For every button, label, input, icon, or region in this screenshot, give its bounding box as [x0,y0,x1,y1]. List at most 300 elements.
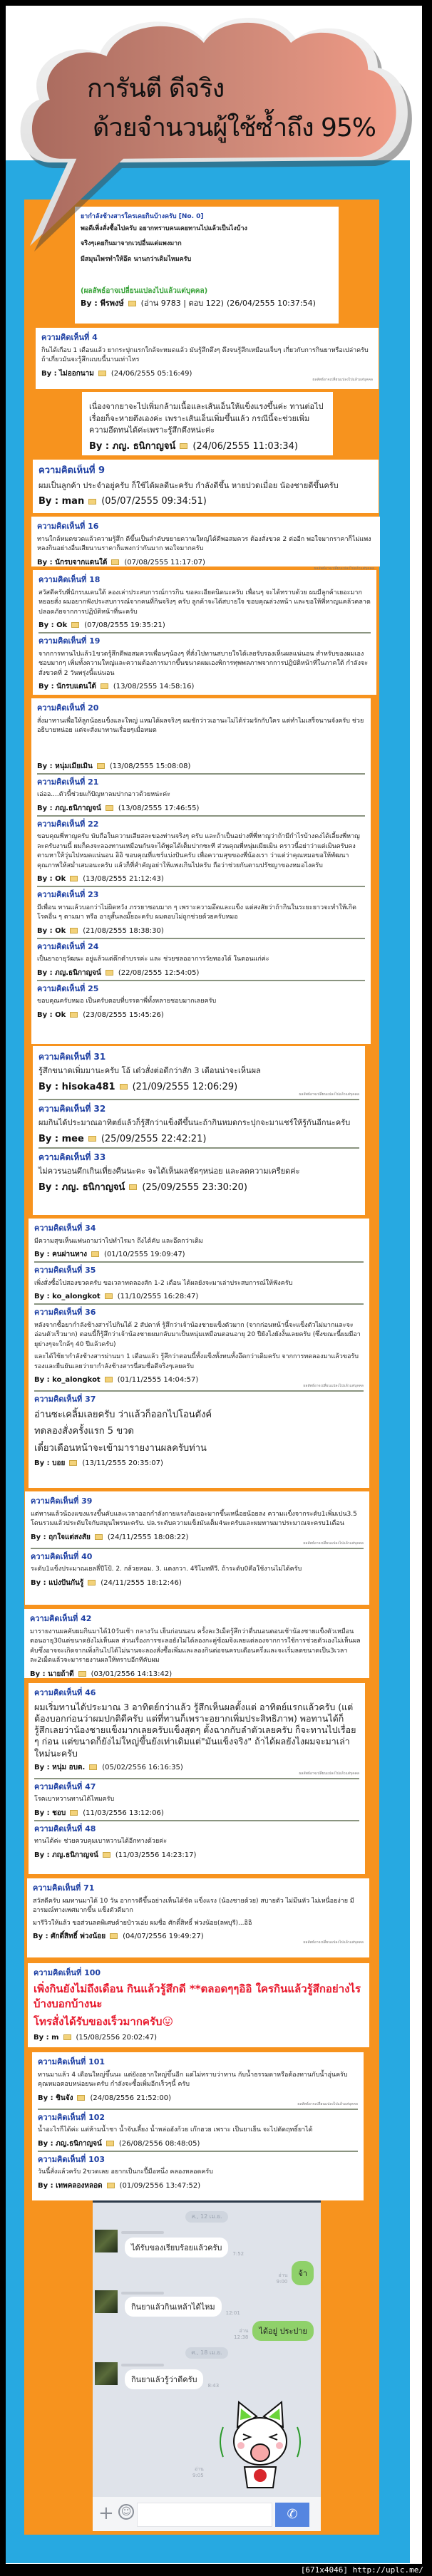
comment-date: (13/08/2555 15:08:08) [109,762,191,770]
comment-text: สั่งมาทานเพื่อให้ลูกน้อยแข็งและใหญ่ แหมได้ผลจริงๆ ผมชักว่าวเอานะไม่ได้ร่วมรักกับใคร แต่ทำไมเสร็จนานจังครับ ช่วยอธิบายหน่อย แต่จะสั่งมาทานเรื่อยๆเมื่อหมด [37,717,364,734]
comment-author: ไม่ออกนาม [59,369,94,378]
comment-number: ความคิดเห็นที่ 31 [38,1052,106,1062]
chat-input-bar [93,2497,321,2531]
comment-number: ความคิดเห็นที่ 103 [38,2154,106,2164]
comment-byline: By : ภญ.ธนิกาญจน์ (22/08/2555 12:54:05) [37,968,200,977]
comment-byline: By : hisoka481 (21/09/2555 12:06:29) [38,1081,238,1092]
comment-text: และได้ใช้ยากำลังช้างสารผ่านมา 1 เดือนแล้ว รู้สึกว่าตอนนี้ทั้งแข็งทั้งทนทั้งอึดกว่าเดิมครับ จากการทดลองมาแล้วขอรับรองและยืนยันเลยว่ายากำลังช้างสารนี่สมชื่อดีจริงๆเลยครับ [34,1353,359,1370]
comment-byline: By : ศักดิ์สิทธิ์ พ่วงน้อย (04/07/2556 19:49:27) [33,1933,204,1940]
comment-author: หนุ่มเมียเมิน [55,762,93,770]
avatar [95,2230,118,2252]
mail-icon[interactable] [88,1136,96,1142]
comment-date: (11/03/2556 14:23:17) [115,1851,197,1859]
comment-number: ความคิดเห็นที่ 33 [38,1152,106,1162]
comment-number: ความคิดเห็นที่ 9 [38,465,106,476]
post-title[interactable]: ยากำลังช้างสารใครเคยกินบ้างครับ [No. 0] [81,213,204,220]
comment [34,1390,364,1469]
comment-number: ความคิดเห็นที่ 42 [30,1614,92,1623]
comment-text: มีเพื่อน ทานแล้วบอกว่าไม่ผิดหวัง ภรรยาชอบมาก ๆ เพราะความอึดและแข็ง แต่สงสัยว่าถ้ากินในระยะยาวจะทำให้เกิดโรคอื่น ๆ ตามมา หรือ อายุสั้นลงมั๊ยอะครับ ผมตอบไม่ถูกช่วยด้วยครับหมอ [37,904,356,921]
comment-number: ความคิดเห็นที่ 25 [37,983,99,993]
chat-screenshot [93,2200,321,2531]
comment [31,1548,364,1588]
comment-date: (24/11/2555 18:08:22) [107,1533,189,1541]
comment [38,462,373,509]
mail-icon[interactable] [88,1580,96,1586]
message-time: 9:00 [276,2279,288,2285]
comment-group [33,460,379,513]
comment-byline: By : หนุ่ม อบต. (05/02/2556 16:16:35) [34,1763,183,1771]
banner-line-2: ด้วยจำนวนผู้ใช้ซ้ำถึง 95% [93,113,376,143]
comment-body [34,1321,364,1372]
comment-date: (05/07/2555 09:34:51) [101,496,207,507]
comment-author: Ok [55,1010,66,1019]
comment-text: เพิ่งสั่งซื้อไปสองขวดครับ ขอเวลาทดลองสัก 1-2 เดือน ได้ผลยังจะมาเล่าประสบการณ์ให้ฟังครับ [34,1279,293,1287]
sticker-meta [192,2466,204,2479]
comment-body [38,2126,358,2136]
comment-number: ความคิดเห็นที่ 47 [34,1781,96,1791]
comment-date: (04/07/2556 19:49:27) [123,1933,204,1940]
comment-body [37,997,365,1007]
avatar [95,2290,118,2313]
comment-number: ความคิดเห็นที่ 40 [31,1551,93,1561]
read-label: อ่าน [194,2466,204,2472]
mail-icon[interactable] [111,559,119,565]
comment [34,1965,364,2043]
banner-line-1: การันตี ดีจริง [87,74,225,103]
mail-icon[interactable] [91,1251,99,1257]
comment-byline: By : นักรบแดนใต้ (13/08/2555 14:58:16) [38,683,195,690]
comment-author: ko_alongkot [52,1293,101,1300]
comment [37,980,365,1020]
post-line: จริงๆเคยกินมาจากเวปอื่นแต่แพงมาก [81,240,182,247]
comment-text: เดี๋ยวเดือนหน้าจะเข้ามารายงานผลครับท่าน [34,1442,207,1454]
comment-text: โรคเบาหวานทานได้ไหมครับ [34,1796,115,1804]
sender-name-blurred [121,2364,164,2366]
comment-text: ขอบคุณครับหมอ เป็นครับตอบที่บรรดาพี่ทั้งหลายชอบมากเลยครับ [37,998,217,1005]
call-button[interactable]: ✆ [275,2503,309,2527]
comment-number: ความคิดเห็นที่ 32 [38,1104,106,1114]
comment-date: (13/08/2555 21:12:43) [83,875,164,883]
comment-body [34,1408,364,1456]
comment-number: ความคิดเห็นที่ 18 [38,575,101,584]
mail-icon[interactable] [105,1293,113,1299]
comment-body [37,832,365,871]
comment-text: ขอบคุณพี่หาญครับ นับถือในความเสียสละของท่านจริงๆ ครับ และถ้าเป็นอย่างที่พี่หาญว่าถ้ามีกำไรบ้างคงได้เลี้ยงพี่หาญละครับงานนี้ ผมก็คงจะลองทานเหมือนกันจะได้พูดได้เต็มปากซะที ส่วนคุณพี่หนุ่มเมียเมิน คราวนี้อย่าว่าแต่เมินครับคงตามหาให้วุ่นไปหมดแน่นอน อิอิ ขอบคุณที่แชร์แบ่งปันครับ เพื่อความสุขของพี่น้องเรา ว่าแต่ว่าคุณหมอขอให้พัฒนาคุณภาพให้สม่ำเสมอนะครับ แล้วก็ที่สำคัญอย่าให้แพงเกินไปครับ ถือว่าช่วยกันตามปรัชญาของหมอไงครับ [37,833,360,869]
comment-body [37,535,374,554]
incoming-message: กินยาแล้วรู้ว่าดีครับ [125,2369,203,2389]
comment-number: ความคิดเห็นที่ 36 [34,1308,96,1317]
outgoing-message: จ้า [292,2261,314,2285]
comment-body [37,717,365,760]
mail-icon[interactable] [110,1933,118,1939]
comment-body [34,1279,364,1289]
comment-body [38,480,373,492]
comment-body [34,1982,364,2029]
comment [30,1611,364,1680]
comment-body [34,1795,359,1805]
comment [37,700,365,772]
comment-number: ความคิดเห็นที่ 21 [37,777,99,787]
read-label: อ่าน [278,2272,288,2278]
comment-author: ภญ.ธนิกาญจน์ [52,1851,98,1859]
comment-byline: By : ภญ.ธนิกาญจน์ (13/08/2555 17:46:55) [37,804,200,812]
mail-icon[interactable] [78,1671,86,1677]
sender-name-blurred [121,2292,164,2295]
comment-date: (01/11/2555 14:04:57) [117,1376,199,1384]
mail-icon[interactable] [120,1084,128,1090]
comment-group [33,570,376,695]
mail-icon[interactable] [98,371,106,376]
mail-icon[interactable] [101,683,108,689]
comment-date: (21/09/2555 12:06:29) [132,1081,238,1092]
read-label: อ่าน [239,2328,249,2334]
avatar [95,2362,118,2385]
comment-date: (01/09/2556 13:47:52) [119,2181,201,2190]
comment-number: ความคิดเห็นที่ 16 [37,522,99,531]
comment-text: สวัสดีครับพี่นักรบแดนใต้ ลองเล่าประสบการณ์การกิน ขอละเอียดนิดนะครับ เพื่อนๆ จะได้ทราบด้วย ผมมีลูกค้าเยอะมาก หยอยสั่ง ผมอยากฟังประสบการณ์จากคนที่กินจริงๆ ครับ ลูกค้าจะได้สบายใจ ขอบคุณล่วงหน้า และขอให้พี่หาญแคล้วคลาดปลอดภัยจากการปฏิบัติหน้าที่นะครับ [38,589,371,616]
comment-body [89,401,326,437]
result-disclaimer: ผลลัพธ์อาจเปลี่ยนแปลงไปแล้วแต่บุคคล [299,1092,359,1097]
comment-group [31,698,371,1044]
comment-group [24,1609,369,1678]
comment-number: ความคิดเห็นที่ 101 [38,2057,106,2067]
mail-icon[interactable] [106,805,113,811]
comment-date: (24/06/2555 05:16:49) [110,369,192,378]
outgoing-row [277,2261,314,2285]
comment-text: แต่ทานแล้วน้องแขงแรงขึ้นคับและเวลาออกกำลังกายแรงก้อเยอะมากขึ้นเหนื่อยน้อยลง ความแข็งจากระดับ1เพิ่มเปน3.5 โดนรวมแล้วประดับใจกับสมุนไพรนะครับ. ปล.ระดับความแข็งมันเต็ม4นะครับและผมทานมาประมาณจะครบ1เดือน [31,1510,357,1527]
comment-group [29,1219,369,1488]
comment [34,1303,364,1389]
comment-text: หลังจากซื้อยากำลังช้างสารไปกินได้ 2 สัปดาห์ รู้สึกว่าเจ้าน้องชายแข็งตัวมาก (จากก่อนหน้านี้จะแข็งตัวไม่มากและจะอ่อนตัวเร็วมาก) ตอนนี้ก็รู้สึกว่าเจ้าน้องชายผมกลับมาเป็นหนุ่มเหมือนตอนอายุ 20 ปียังไงยังงั้นเลยครับ (ซึ่งขณะนี้ผมมีอายุย่างๆจะใกล้ๆ 40 ปีแล้วครับ) [34,1321,361,1348]
comment-number: ความคิดเห็นที่ 71 [33,1883,95,1893]
comment [34,1261,364,1302]
comment-group [25,1491,369,1605]
mail-icon[interactable] [95,1534,103,1540]
comment-author: ภญ.ธนิกาญจน์ [55,804,101,812]
comment-body [34,1702,359,1759]
comment-body [38,1166,359,1178]
comment-text: ผมเริ่มทานได้ประมาณ 3 อาทิตย์กว่าแล้ว รู้สึกเห็นผลตั้งแต่ อาทิตย์แรกแล้วครับ (แต่ต้องบอกก่อนว่าผมปกติดีครับ แต่ที่ทานก็เพราะอยากเพิ่มประสิทธิภาพ) พอทานได้ก็รู้สึกเลยว่าน้องชายแข็งมากเลยครับแข็งสุดๆ ตั้งฉากกับลำตัวเลยครับ ก็จะทานไปเรื่อย ๆ ก่อน แต่ขนาดก็ยังไม่ใหญ่ขึ้นยังเท่าเดิมแต่"มันแข็งจริง" ถ้าได้ผลยังไงผมจะมาเล่าใหม่นะครับ [34,1701,356,1759]
comment-byline: By : นายถ้าดี (03/01/2556 14:13:42) [30,1670,173,1678]
message-time: 12:38 [234,2334,249,2340]
comment [41,330,373,383]
comment-author: man [61,496,85,507]
comment-text: ผมกินได้ประมาณอาทิตย์แล้วก็รู้สึกว่าแข็งดีขึ้นนะถ้ากินหมดกระปุกจะมาแชร์ให้รู้กันอีกนะครับ [38,1118,351,1127]
result-disclaimer: ผลลัพธ์อาจเปลี่ยนแปลงไปแล้วแต่บุคคล [303,1384,364,1388]
message-time: 7:52 [232,2251,245,2257]
comment-byline: By : บอย (13/11/2555 20:35:07) [34,1459,163,1467]
comment-body [37,904,365,923]
comment-author: ภญ. ธนิกาญจน์ [61,1181,125,1193]
comment-text: น้ำอะไรก็ได้ค่ะ แต่ห้ามน้ำชา น้ำจับเลี้ยง น้ำหล่อฮังก้วย เก๊กฮวย เพราะ เป็นยาเย็น จะไปตัดฤทธิ์ยาได้ [38,2126,313,2133]
comment [37,886,365,936]
comment-byline: By : Ok (13/08/2555 21:12:43) [37,875,164,883]
comment-number: ความคิดเห็นที่ 39 [31,1496,93,1506]
comment-text: มีความสุขเห็นแฟนถามว่าไปทำไรมา ถึงได้คับ และอึดกว่าเดิม [34,1237,203,1245]
date-chip: ศ., 18 เม.ย. [185,2347,228,2359]
comment [33,1881,364,1945]
comment-text: วันนี้สั่งแล้วครับ 2ขวดเลย อยากเป็นกะปี้มือหนึ่ง คลองหลอดครับ [38,2168,213,2176]
comment-author: ภญ.ธนิกาญจน์ [56,2139,102,2148]
comment-author: ภญ.ธนิกาญจน์ [55,968,101,977]
comment-text: จากการทานไปแล้ว1ขวดรู้สึกดีพอสมควรเพื่อนๆน้องๆ ที่สั่งไปทานสบายใจได้เลยรับรองเห็นผลแน่นอน สำหรับของผมเองชอบมากๆ เพิ่มทั้งความใหญ่และความต้องการมากขึ้นขนาดผมเองพิการทุพพลภาพจากการปฏิบัติหน้าที่ในภาคใต้ กำลังจะสั่งขวดที่ 2 วันพรุ่งนี้แน่นอน [38,650,369,677]
comment-author: ภญ. ธนิกาญจน์ [112,440,176,452]
comment-number: ความคิดเห็นที่ 37 [34,1395,96,1404]
comment-number: ความคิดเห็นที่ 20 [37,703,99,713]
mail-icon[interactable] [89,1764,97,1770]
comment-byline: By : ko_alongkot (11/10/2555 16:28:47) [34,1293,199,1300]
comment [89,399,326,453]
comment-date: (23/08/2555 15:45:26) [83,1010,164,1019]
mail-icon[interactable] [107,2183,115,2188]
comment-byline: By : man (05/07/2555 09:34:51) [38,496,207,507]
post-line: พอดีเพิ่งสั่งซื้อไปครับ อยากทราบคนเคยทานไปแล้วเป็นไงบ้าง [81,224,247,232]
comment-number: ความคิดเห็นที่ 24 [37,941,99,951]
mail-icon[interactable] [71,622,79,628]
comment-date: (15/08/2556 20:02:47) [76,2033,158,2042]
message-input[interactable] [137,2503,272,2527]
emoji-icon[interactable]: ☺ [118,2504,134,2520]
comment [38,2151,358,2191]
comment-text: มารายงานผลคับผมกินมาได้10วันเช้า กลางวัน เย็นก่อนนอน ครั้งละ3เม็ดรู้สึกว่าตื่นนอนตอนเช้าน้องชายแข็งตัวเหมือนตอนอายุ30แต่ขนาดยังไม่เห็นผล ส่วนเรื่องการชะลอยังไม่ได้ลองกะคู่ซ้อมจิงเลยแต่ลองจากการใช้การช่วยตัวเองไม่เห็นผลคับซึ่งอาจจะเกิดจากเพิ่งกินไปได้ไม่นานจะลองสั่งซื้อเพิ่มและลองกินต่อจนครบเดือนครึ่งและจะเริ่มลดขนาดเป็น3เวลาละ2เม็ดแล้วจะมารายงานผลให้ทราบอีกทีคับผม [30,1628,361,1664]
comment-byline: By : คนผ่านทาง (01/10/2555 19:09:47) [34,1251,185,1258]
incoming-row [125,2238,244,2257]
comment [34,1820,359,1861]
comment-author: Ok [55,875,66,883]
date-chip: ส., 12 เม.ย. [185,2211,228,2223]
comment-author: ฤกใจแต่สงสัย [48,1533,91,1541]
mail-icon[interactable] [103,1852,110,1858]
comment-byline: By : ชินจัง (24/08/2556 21:52:00) [38,2094,172,2102]
comment [38,2054,358,2107]
comment-text: เนื่องจากยาจะไปเพิ่มกล้ามเนื้อและเส้นเอ็นให้แข็งแรงขึ้นค่ะ ทานต่อไปเรื่อยก็จะหายตึงเองค่ะ เพราะเส้นเอ็นเพิ่มขึ้นแล้ว กรณีนี้จะช่วยเพิ่มความอึดทนได้ค่ะเพราะรู้สึกตึงหน่ะค่ะ [89,402,324,435]
comment-date: (13/08/2555 17:46:55) [118,804,200,812]
comment-text: ไม่ควรนอนดึกเกินเที่ยงคืนนะคะ จะได้เห็นผลชัดๆหน่อย และลดความเครียดค่ะ [38,1167,300,1176]
comment [37,815,365,885]
comment-byline: By : หนุ่มเมียเมิน (13/08/2555 15:08:08) [37,762,191,770]
comment-date: (07/08/2555 11:17:07) [124,558,205,567]
comment-group [31,517,380,571]
comment-author: นักรบแดนใต้ [56,683,96,690]
comment-number: ความคิดเห็นที่ 34 [34,1224,96,1233]
comment [37,938,365,978]
comment-group [82,392,333,455]
mail-icon[interactable] [97,763,105,769]
comment-text: ทานมาแล้ว 4 เดือนใหญ่ขึ้นนะ แต่ยังอยากใหญ่ขึ้นอีก แต่ไม่ทราบว่าทาน กับน้ำธรรมดาหรือต้องทานกับน้ำอุ่นครับ คุณหมอตอบหน่อยนะครับ กำลังจะซื้อเพิ่มอีกเร็วๆนี้ ครับ [38,2071,348,2088]
comment-number: ความคิดเห็นที่ 102 [38,2112,106,2122]
result-disclaimer: ผลลัพธ์อาจเปลี่ยนแปลงไปแล้วแต่บุคคล [303,1940,364,1945]
comment-number: ความคิดเห็นที่ 35 [34,1266,96,1275]
incoming-row [125,2297,240,2317]
cat-sticker-icon [217,2399,303,2488]
comment-date: (11/03/2556 13:12:06) [83,1809,164,1817]
comment-date: (03/01/2556 14:13:42) [91,1670,173,1678]
comment-byline: By : ภญ.ธนิกาญจน์ (26/08/2556 08:48:05) [38,2139,200,2148]
comment-author: คนผ่านทาง [52,1251,88,1258]
comment-date: (26/08/2556 08:48:05) [118,2139,200,2148]
comment [38,1147,359,1194]
comment-group [36,328,379,389]
comment-byline: By : ภญ. ธนิกาญจน์ (25/09/2555 23:30:20) [38,1181,247,1193]
comment-number: ความคิดเห็นที่ 22 [37,819,99,829]
result-disclaimer: ผลลัพธ์อาจเปลี่ยนแปลงไปแล้วแต่บุคคล [303,1541,364,1546]
comment-author: หนุ่ม อบต. [52,1763,86,1771]
mail-icon[interactable] [180,443,187,449]
sender-name-blurred [121,2231,164,2234]
incoming-message: ได้รับของเรียบร้อยแล้วครับ [125,2238,228,2257]
comment-text: สวัสดีครับ ผมทานมาได้ 10 วัน อาการดีขึ้นอย่างเห็นได้ชัด แข็งแรง (น้องชายด้วย) สบายตัว ไม่มึนหัว ไม่เหนื่อยง่าย มีอารมณ์ทางเพศมากขึ้น แข็งตัวดีมาก [33,1897,354,1914]
comment-author: นายถ้าดี [48,1670,74,1678]
comment-date: (13/08/2555 14:58:16) [113,683,195,690]
comment-date: (25/09/2555 22:42:21) [101,1133,207,1144]
comment-body [37,790,365,800]
comment-date: (21/08/2555 18:38:30) [83,926,164,935]
comment [38,1048,359,1097]
comment-author: mee [61,1133,84,1144]
comment-text: โทรสั่งได้รับของเร็วมากครับ😛 [34,2014,174,2028]
comment-body [31,1510,364,1529]
comment-body [38,2071,358,2090]
comment-byline: By : ชอบ (11/03/2556 13:12:06) [34,1809,164,1817]
comment-author: แบ่งปันกันรู้ [48,1578,84,1587]
comment-text: ทานได้ค่ะ ช่วยควบคุมเบาหวานได้อีกทางด้วยค่ะ [34,1838,168,1846]
comment-byline: By : Ok (23/08/2555 15:45:26) [37,1010,164,1019]
comment-author: hisoka481 [61,1081,115,1092]
message-time: 8:43 [207,2383,220,2389]
comment-text: ระดับ1แข็งประมาณเยลลี่ปีโป้. 2. กล้วยหอม. 3. แตงกวา. 4รีโมททีวี. ถ้าระดับ0คือใช้งานไม่ได้ครับ [31,1566,302,1573]
comment-number: ความคิดเห็นที่ 4 [41,333,98,342]
comment-date: (13/11/2555 20:35:07) [82,1459,163,1467]
comment-group [33,1046,365,1215]
comment [31,1494,364,1546]
message-time: 9:05 [192,2473,204,2478]
outgoing-row [234,2321,314,2341]
comment-group [29,1683,365,1874]
comment-byline: By : Ok (07/08/2555 19:35:21) [38,621,165,629]
message-time: 12:01 [225,2310,240,2316]
comment-byline: By : mee (25/09/2555 22:42:21) [38,1133,207,1144]
mail-icon[interactable] [106,970,113,976]
mail-icon[interactable] [128,301,136,306]
comment-body [33,1897,364,1929]
comment-date: (07/08/2555 19:35:21) [84,621,165,629]
comment-byline: By : แบ่งปันกันรู้ (24/11/2555 18:12:46) [31,1578,182,1587]
result-disclaimer: ผลลัพธ์อาจเปลี่ยนแปลงไปแล้วแต่บุคคล [312,377,373,382]
mail-icon[interactable] [70,1012,78,1018]
comment-body [38,650,371,679]
comment-byline: By : ไม่ออกนาม (24/06/2555 05:16:49) [41,369,192,378]
comment-body [38,2168,358,2178]
comment-byline: By : นักรบจากแดนใต้ (07/08/2555 11:17:07) [37,558,205,567]
mail-icon[interactable] [129,1184,137,1190]
mail-icon[interactable] [63,2034,71,2040]
post-line: มีสมุนไพรทำให้อึด นานกว่าเดิมไหมครับ [81,255,192,263]
mail-icon[interactable] [88,499,96,505]
plus-icon[interactable]: + [98,2503,114,2524]
comment-text: มารีวิวให้แล้ว ขอส่วนลดพิเศษด้ายป๋าวเอ่ย ผมชื่อ ศักดิ์สิทธิ์ พ่วงน้อย(ลพบุรี)...อิอิ [33,1919,252,1927]
comment-text: กินได้เกือบ 1 เดือนแล้ว ยากระปุกแรกใกล้จะหมดแล้ว มันรู้สึกตึงๆ ตึงจนรู้สึกเหมือนเจ็บๆ เกี่ยวกับการกินยาหรือเปล่าครับ ถ้าเกี่ยวมันจะรู้สึกแบบนี้นานเท่าไหร [41,346,369,363]
comment-author: บอย [52,1459,66,1467]
post-stats: (อ่าน 9783 | ตอบ 122) [140,299,224,308]
comment [34,1221,364,1260]
post-byline: By : พีรพงษ์ (อ่าน 9783 | ตอบ 122) (26/04/2555 10:37:54) [81,299,316,308]
comment-author: Ok [55,926,66,935]
comment-byline: By : เทพคลองหลอด (01/09/2556 13:47:52) [38,2181,201,2190]
comment-body [38,589,371,618]
mail-icon[interactable] [69,1460,77,1466]
mail-icon[interactable] [77,2095,85,2101]
comment-text: เป็นยาอายุวัฒนะ อยู่แล้วแต่ตึกตำบรรค่ะ และ ช่วยชลออาการวัยทองได้ ในตอนแก่ค่ะ [37,956,269,963]
comment-body [30,1628,364,1666]
comment [37,773,365,814]
comment-date: (11/10/2555 16:28:47) [117,1293,199,1300]
post-author: พีรพงษ์ [100,299,124,308]
mail-icon[interactable] [106,2141,114,2146]
image-footer: [671x4046] http://uplc.me/ [300,2565,423,2575]
comment-number: ความคิดเห็นที่ 23 [37,890,99,899]
mail-icon[interactable] [70,928,78,933]
comment-byline: By : ko_alongkot (01/11/2555 14:04:57) [34,1376,199,1384]
comment-number: ความคิดเห็นที่ 46 [34,1688,96,1697]
comment-body [38,1065,359,1077]
comment-date: (22/08/2555 12:54:05) [118,968,200,977]
comment-body [31,1565,364,1575]
comment [38,1099,359,1146]
comment-body [38,1117,359,1129]
mail-icon[interactable] [70,876,78,881]
comment-text: รู้สึกขนาดเพิ่มมานะครับ โอ้ เด๋วสั่งต่อดีกว่าสัก 3 เดือนน่าจะเห็นผล [38,1066,261,1075]
comment-text: ทานใกล้หมดขวดแล้วความรู้สึก ดีขึ้นเป็นลำดับขยายความใหญ่ได้ดีพอสมควร ต้องสั่งขวด 2 ต่ออีก พอใจมากราคาก็ไม่แพง หลงกินอย่างอื่นเสียนานราคาก็แพงกว่ากันมาก พอใจมากครับ [37,535,371,552]
outgoing-message: ได้อยู่ ประปาย [252,2321,314,2341]
comment-author: ศักดิ์สิทธิ์ พ่วงน้อย [51,1933,106,1940]
comment-body [41,346,373,366]
result-disclaimer: ผลลัพธ์อาจเปลี่ยนแปลงไปแล้วแต่บุคคล [299,1771,359,1776]
comment [37,519,374,571]
comment-date: (05/02/2556 16:16:35) [102,1763,183,1771]
result-disclaimer: ผลลัพธ์อาจเปลี่ยนแปลงไปแล้วแต่บุคคล [297,2101,358,2106]
comment-body [34,1837,359,1847]
comment-number: ความคิดเห็นที่ 19 [38,636,101,646]
mail-icon[interactable] [105,1377,113,1382]
comment-date: (25/09/2555 23:30:20) [142,1181,247,1193]
comment-body [34,1237,364,1247]
comment [38,572,371,631]
comment-date: (24/08/2556 21:52:00) [90,2094,172,2102]
comment-text: เพิ่งกินยังไม่ถึงเดือน กินแล้วรู้สึกดี **ตลอดๆๆอิอิ ใครกินแล้วรู้สึกอย่างไรบ้างบอกบ้างนะ [34,1982,361,2010]
comment-text: อ่านซะเคลิ้มเลยครับ ว่าแล้วก็ออกไปโอนตังค์ [34,1409,212,1420]
comment-author: เทพคลองหลอด [56,2181,103,2190]
comment-author: ชอบ [52,1809,66,1817]
comment-byline: By : m (15/08/2556 20:02:47) [34,2033,158,2042]
incoming-row [125,2369,219,2389]
post-disclaimer: (ผลลัพธ์อาจเปลี่ยนแปลงไปแล้วแต่บุคคล) [81,287,208,295]
comment-byline: By : ภญ. ธนิกาญจน์ (24/06/2555 11:03:34) [89,440,298,452]
comment [34,1685,359,1776]
result-disclaimer: ผลลัพธ์อาจเปลี่ยนแปลงไปแล้วแต่บุคคล [314,566,374,571]
comment-author: m [51,2033,59,2042]
comment-byline: By : ภญ.ธนิกาญจน์ (11/03/2556 14:23:17) [34,1851,197,1859]
incoming-message: กินยาแล้วกินเหล้าได้ไหม [125,2297,222,2317]
comment-date: (24/06/2555 11:03:34) [192,440,298,452]
comment-group [32,2052,364,2200]
comment-number: ความคิดเห็นที่ 48 [34,1824,96,1833]
comment-byline: By : ฤกใจแต่สงสัย (24/11/2555 18:08:22) [31,1533,189,1541]
mail-icon[interactable] [70,1810,78,1816]
comment-date: (24/11/2555 18:12:46) [101,1578,182,1587]
comment-text: ทดลองสั่งครั้งแรก 5 ขวด [34,1426,134,1437]
comment-group [28,1963,369,2047]
comment [38,632,371,692]
